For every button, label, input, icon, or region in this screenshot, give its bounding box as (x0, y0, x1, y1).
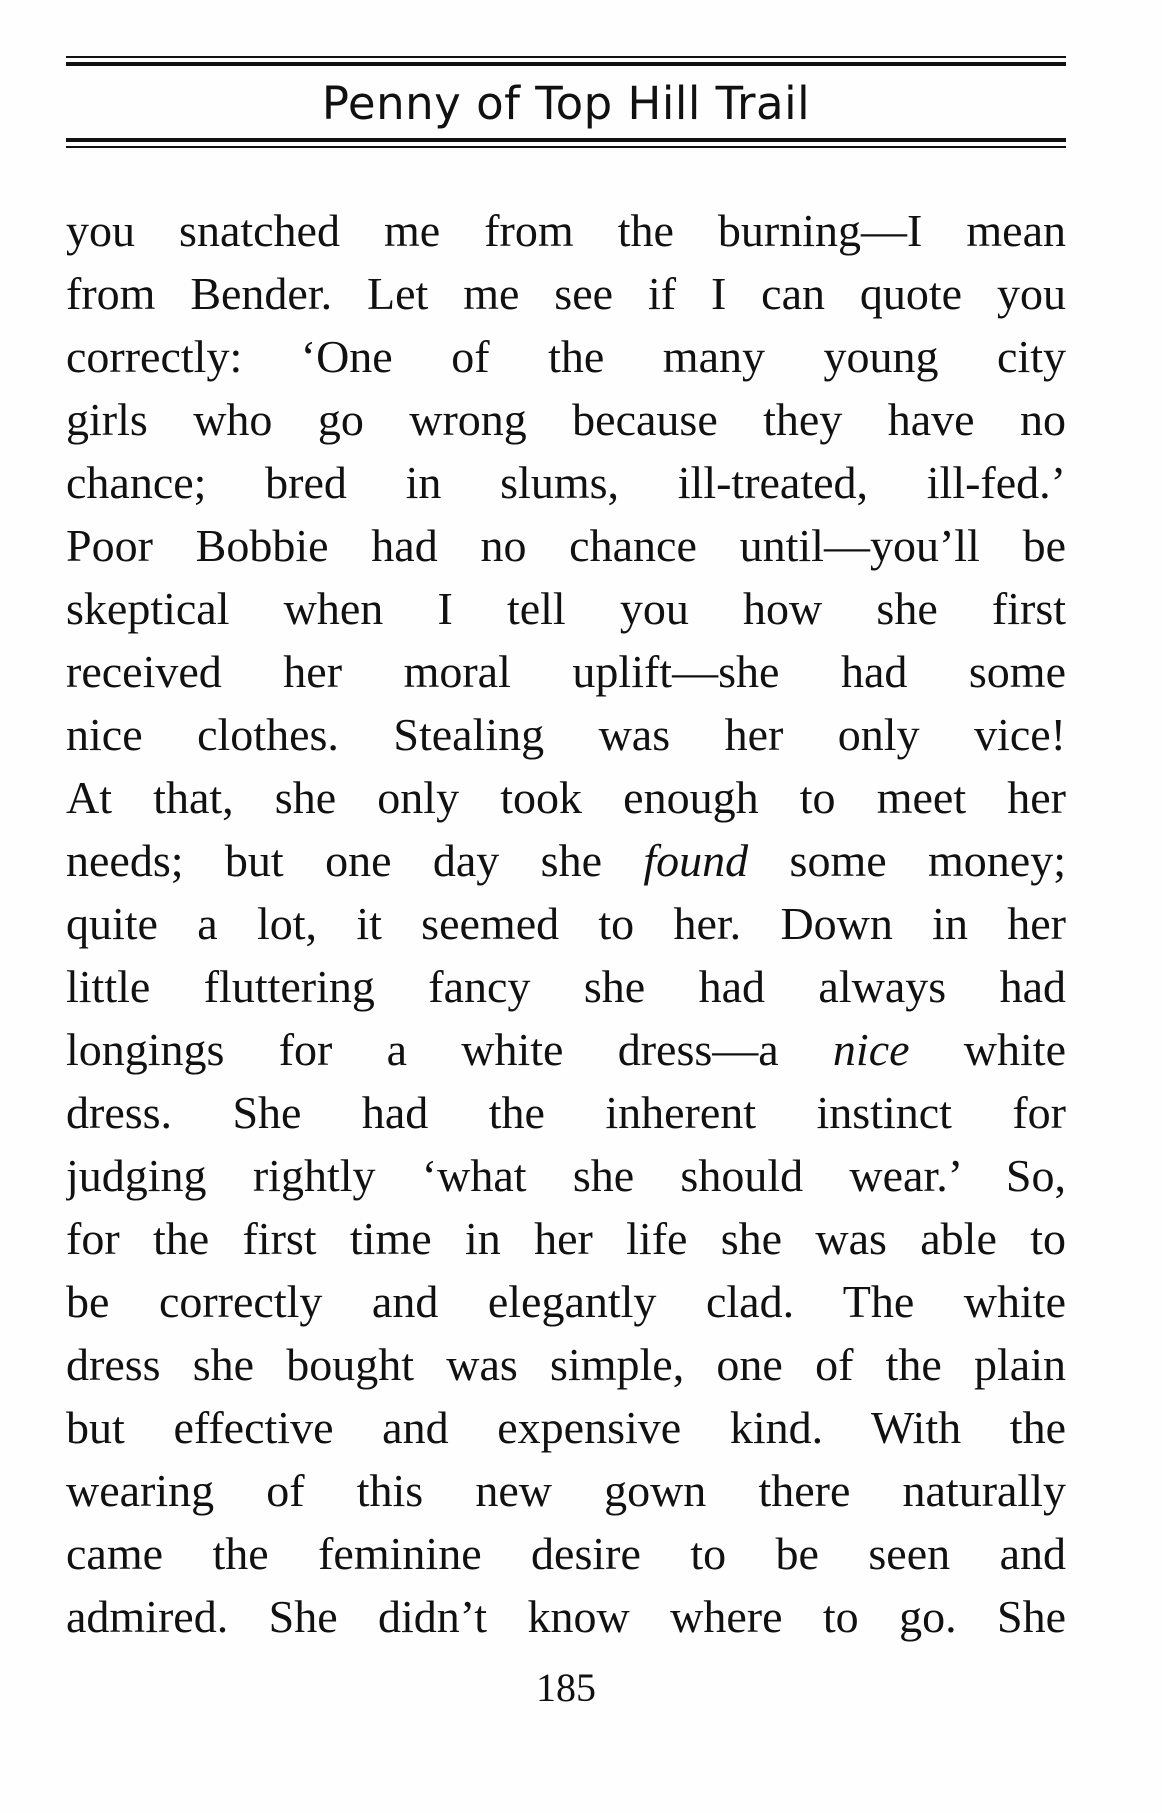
text-line: be correctly and elegantly clad. The white (66, 1276, 1066, 1327)
text-line: but effective and expensive kind. With the (66, 1402, 1066, 1453)
text-line: correctly: ‘One of the many young city (66, 331, 1066, 382)
italic-word: found (643, 835, 749, 886)
text-line: quite a lot, it seemed to her. Down in her (66, 898, 1066, 949)
text-line: received her moral uplift—she had some (66, 646, 1066, 697)
page-number: 185 (536, 1665, 596, 1710)
header-rule-bottom (66, 138, 1066, 148)
text-line: nice clothes. Stealing was her only vice! (66, 709, 1066, 760)
text-line: from Bender. Let me see if I can quote you (66, 268, 1066, 319)
text-line: little fluttering fancy she had always had (66, 961, 1066, 1012)
body-text (66, 199, 1066, 1648)
text-line: judging rightly ‘what she should wear.’ So, (66, 1150, 1066, 1201)
text-line: Poor Bobbie had no chance until—you’ll be (66, 520, 1066, 571)
text-line: dress. She had the inherent instinct for (66, 1087, 1066, 1138)
text-line: dress she bought was simple, one of the plain (66, 1339, 1066, 1390)
text-line: admired. She didn’t know where to go. She (66, 1591, 1066, 1642)
text-line (66, 1018, 1066, 1081)
running-head: Penny of Top Hill Trail (321, 77, 811, 130)
text-line: skeptical when I tell you how she first (66, 583, 1066, 634)
text-line (66, 829, 1066, 892)
text-segment: white (909, 1024, 1066, 1075)
text-line: At that, she only took enough to meet her (66, 772, 1066, 823)
text-segment: longings for a white dress—a (66, 1024, 833, 1075)
text-segment: needs; but one day she (66, 835, 644, 886)
text-line: came the feminine desire to be seen and (66, 1528, 1066, 1579)
text-line: for the first time in her life she was able to (66, 1213, 1066, 1264)
italic-word: nice (832, 1024, 910, 1075)
text-line: wearing of this new gown there naturally (66, 1465, 1066, 1516)
header-rule-top (66, 52, 1066, 66)
text-line: girls who go wrong because they have no (66, 394, 1066, 445)
text-segment: some money; (748, 835, 1066, 886)
text-line: you snatched me from the burning—I mean (66, 205, 1066, 256)
text-line: chance; bred in slums, ill-treated, ill-fed.’ (66, 457, 1066, 508)
